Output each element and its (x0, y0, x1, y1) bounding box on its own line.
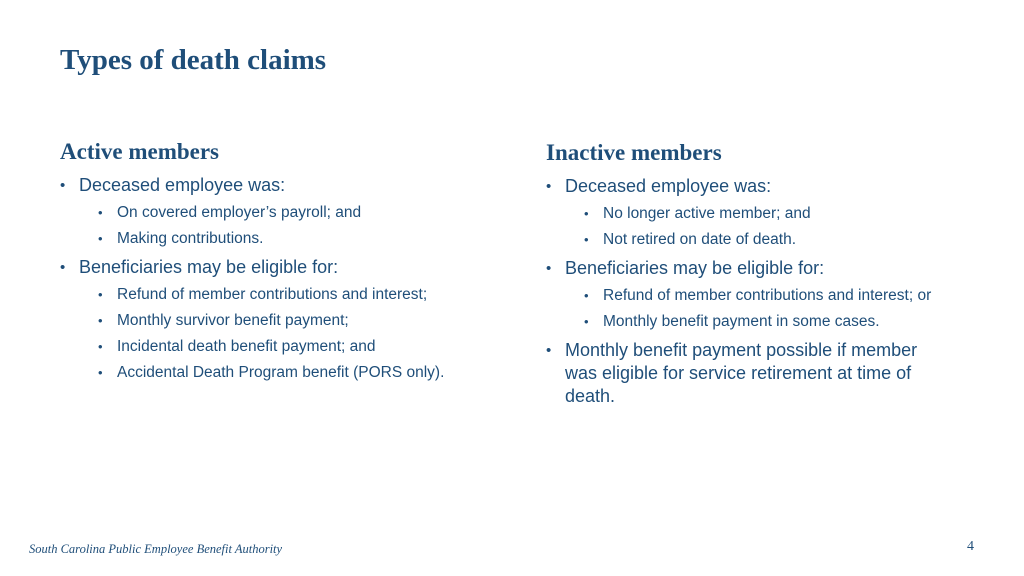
list-item-text: Beneficiaries may be eligible for: (79, 257, 339, 277)
list-item (546, 175, 976, 250)
active-members-heading: Active members (60, 139, 220, 164)
sub-list-item: • Not retired on date of death. (565, 229, 976, 250)
active-members-column (60, 138, 500, 390)
sub-list-item: • Incidental death benefit payment; and (79, 336, 500, 357)
list-item (546, 257, 976, 332)
sub-list-item: • Refund of member contributions and interest; or (565, 285, 976, 306)
sub-list-item: • Monthly benefit payment in some cases. (565, 311, 976, 332)
sub-list-item: • On covered employer’s payroll; and (79, 202, 500, 223)
sub-list-item: • Refund of member contributions and interest; (79, 284, 500, 305)
list-item: • Monthly benefit payment possible if member was eligible for service retirement at time of death. (546, 339, 976, 408)
list-item-text: Deceased employee was: (565, 176, 772, 196)
list-item-text: Deceased employee was: (79, 175, 286, 195)
sub-list (79, 202, 500, 249)
sub-list-item: • Accidental Death Program benefit (PORS only). (79, 362, 500, 383)
sub-list (565, 203, 976, 250)
sub-list (565, 285, 976, 332)
sub-list-item: • Monthly survivor benefit payment; (79, 310, 500, 331)
slide-title: Types of death claims (60, 44, 327, 76)
footer-organization: South Carolina Public Employee Benefit Authority (29, 542, 283, 556)
list-item (60, 174, 500, 249)
sub-list (79, 284, 500, 383)
list-item-text: Beneficiaries may be eligible for: (565, 258, 825, 278)
inactive-members-column (546, 139, 976, 415)
page-number: 4 (967, 539, 974, 554)
active-members-list (60, 174, 500, 383)
sub-list-item: • No longer active member; and (565, 203, 976, 224)
inactive-members-heading: Inactive members (546, 140, 722, 165)
list-item (60, 256, 500, 383)
inactive-members-list (546, 175, 976, 408)
sub-list-item: • Making contributions. (79, 228, 500, 249)
